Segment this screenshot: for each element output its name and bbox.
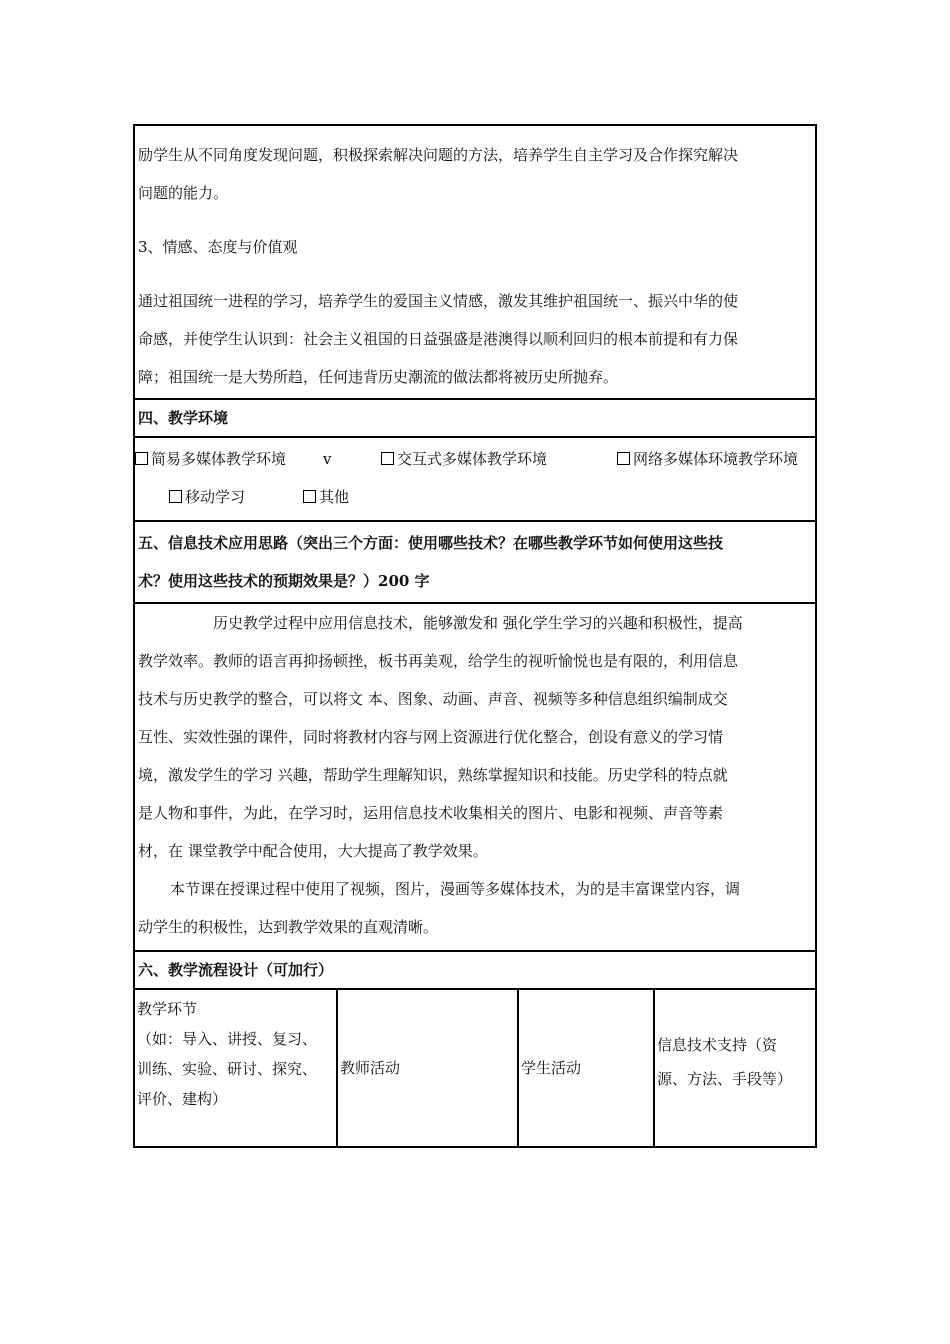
flow-heading-row xyxy=(135,952,815,990)
goals-paragraph-2-line-2: 命感，并使学生认识到：社会主义祖国的日益强盛是港澳得以顺利回归的根本前提和有力保 xyxy=(138,330,739,348)
tech-heading-line-2: 术？使用这些技术的预期效果是？）200 字 xyxy=(138,572,430,590)
flow-col-stage-line-3: 训练、实验、研讨、探究、 xyxy=(137,1060,318,1078)
checkbox-icon xyxy=(617,452,630,465)
env-options-row-1 xyxy=(135,440,815,478)
env-options-row-2 xyxy=(135,478,815,516)
flow-col-tech-line-2: 源、方法、手段等） xyxy=(657,1070,793,1088)
env-option-simple[interactable] xyxy=(135,440,313,478)
env-option-other-label: 其他 xyxy=(319,488,350,506)
tech-line-6: 是人物和事件，为此，在学习时，运用信息技术收集相关的图片、电影和视频、声音等素 xyxy=(138,804,724,822)
goals-paragraph-1-line-2: 问题的能力。 xyxy=(138,184,229,202)
flow-col-teacher xyxy=(338,990,519,1146)
env-heading-row xyxy=(135,400,815,438)
tech-heading-section xyxy=(135,522,815,604)
tech-line-2: 教学效率。教师的语言再抑扬顿挫，板书再美观，给学生的视听愉悦也是有限的，利用信息 xyxy=(138,652,739,670)
checkbox-icon xyxy=(169,490,182,503)
flow-col-tech-support xyxy=(655,990,815,1146)
tech-line-7: 材，在 课堂教学中配合使用，大大提高了教学效果。 xyxy=(138,842,488,860)
env-option-interactive[interactable] xyxy=(381,440,617,478)
goals-section xyxy=(135,126,815,400)
env-options xyxy=(135,438,815,522)
tech-line-3: 技术与历史教学的整合，可以将文 本、图象、动画、声音、视频等多种信息组织编制成交 xyxy=(138,690,728,708)
flow-col-stage-line-1: 教学环节 xyxy=(137,1000,198,1018)
env-option-network[interactable] xyxy=(617,440,798,478)
tech-line-4: 互性、实效性强的课件，同时将教材内容与网上资源进行优化整合，创设有意义的学习情 xyxy=(138,728,724,746)
checkbox-icon xyxy=(135,452,148,465)
flow-col-student xyxy=(519,990,655,1146)
env-option-mobile-label: 移动学习 xyxy=(185,488,246,506)
checkbox-icon xyxy=(381,452,394,465)
goals-paragraph-2-line-1: 通过祖国统一进程的学习，培养学生的爱国主义情感，激发其维护祖国统一、振兴中华的使 xyxy=(138,292,739,310)
tech-line-8: 本节课在授课过程中使用了视频，图片，漫画等多媒体技术，为的是丰富课堂内容，调 xyxy=(170,880,741,898)
goals-paragraph-2-line-3: 障；祖国统一是大势所趋，任何违背历史潮流的做法都将被历史所抛弃。 xyxy=(138,368,619,386)
env-option-interactive-label: 交互式多媒体教学环境 xyxy=(397,450,548,468)
flow-col-teacher-label: 教师活动 xyxy=(340,1059,401,1077)
tech-line-1: 历史教学过程中应用信息技术，能够激发和 强化学生学习的兴趣和积极性，提高 xyxy=(213,614,743,632)
flow-col-student-label: 学生活动 xyxy=(521,1059,582,1077)
env-option-other[interactable] xyxy=(303,478,349,516)
flow-col-stage xyxy=(135,990,338,1146)
flow-col-stage-line-2: （如：导入、讲授、复习、 xyxy=(137,1030,318,1048)
env-option-simple-label: 简易多媒体教学环境 xyxy=(151,450,287,468)
flow-table-header xyxy=(135,990,815,1148)
flow-heading: 六、教学流程设计（可加行） xyxy=(138,961,334,979)
env-heading: 四、教学环境 xyxy=(138,409,229,427)
goals-paragraph-1-line-1: 励学生从不同角度发现问题，积极探索解决问题的方法，培养学生自主学习及合作探究解决 xyxy=(138,146,739,164)
tech-line-5: 境，激发学生的学习 兴趣，帮助学生理解知识，熟练掌握知识和技能。历史学科的特点就 xyxy=(138,766,728,784)
flow-col-stage-line-4: 评价、建构） xyxy=(137,1090,228,1108)
tech-heading-line-1: 五、信息技术应用思路（突出三个方面：使用哪些技术？在哪些教学环节如何使用这些技 xyxy=(138,534,724,552)
tech-line-9: 动学生的积极性，达到教学效果的直观清晰。 xyxy=(138,918,439,936)
env-option-mobile[interactable] xyxy=(169,478,303,516)
env-option-network-label: 网络多媒体环境教学环境 xyxy=(633,450,799,468)
flow-col-tech-line-1: 信息技术支持（资 xyxy=(657,1036,778,1054)
tech-body xyxy=(135,604,815,952)
check-mark: v xyxy=(323,450,332,468)
lesson-plan-document xyxy=(133,124,817,1148)
goals-heading-3: 3、情感、态度与价值观 xyxy=(138,238,298,256)
checkbox-icon xyxy=(303,490,316,503)
